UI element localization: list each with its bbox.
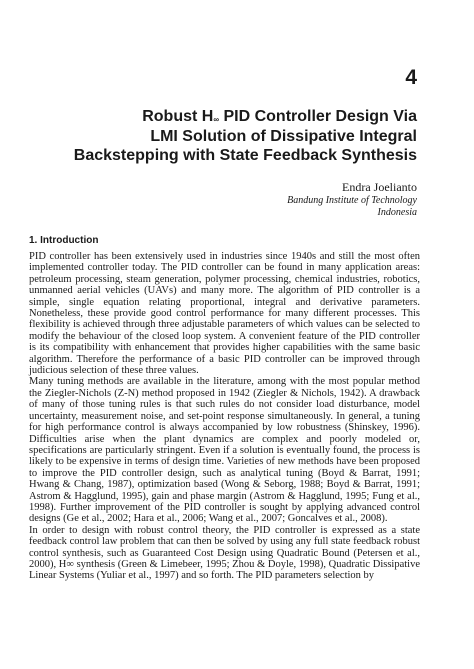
chapter-number: 4	[405, 66, 417, 89]
title-line-1	[37, 107, 417, 127]
section-body	[29, 251, 420, 582]
infinity-subscript: ∞	[213, 115, 220, 124]
title-line-1-suffix: PID Controller Design Via	[219, 108, 417, 125]
title-line-2: LMI Solution of Dissipative Integral	[150, 127, 417, 145]
title-line-3: Backstepping with State Feedback Synthesis	[73, 147, 417, 164]
chapter-title	[37, 107, 417, 166]
title-line-1-prefix: Robust H	[142, 108, 214, 125]
author-block	[287, 180, 417, 219]
paragraph-1: PID controller has been extensively used in industries since 1940s and still the most often implemented controller today. The PID controller can be found in many application areas: petroleum processing, steam generation, polymer processing, chemical industries, robotics, unmanned aerial vehicles (UAVs) and many more. The algorithm of PID controller is a simple, single equation relating proportional, integral and derivative parameters. Nonetheless, these provide good control performance for many different processes. This flexibility is achieved through three adjustable parameters of which values can be selected to modify the behaviour of the closed loop system. A convenient feature of the PID controller is its compatibility with enhancement that provides higher capabilities with the same basic algorithm. Therefore the performance of a basic PID controller can be improved through judicious selection of these three values.	[29, 251, 420, 377]
author-name: Endra Joelianto	[342, 180, 417, 194]
author-institution: Bandung Institute of Technology	[287, 195, 417, 206]
author-country: Indonesia	[377, 207, 417, 218]
paragraph-2: Many tuning methods are available in the literature, among with the most popular method the Ziegler-Nichols (Z-N) method proposed in 1942 (Ziegler & Nichols, 1942). A drawback of many of those tuning rules is that such rules do not consider load disturbance, model uncertainty, measurement noise, and set-point response simultaneously. In general, a tuning for high performance control is always accompanied by low robustness (Shinskey, 1996). Difficulties arise when the plant dynamics are complex and poorly modeled or, specifications are particularly stringent. Even if a solution is eventually found, the process is likely to be expensive in terms of design time. Varieties of new methods have been proposed to improve the PID controller design, such as analytical tuning (Boyd & Barrat, 1991; Hwang & Chang, 1987), optimization based (Wong & Seborg, 1988; Boyd & Barrat, 1991; Astrom & Hagglund, 1995), gain and phase margin (Astrom & Hagglund, 1995; Fung et al., 1998). Further improvement of the PID controller is sought by applying advanced control designs (Ge et al., 2002; Hara et al., 2006; Wang et al., 2007; Goncalves et al., 2008).	[29, 376, 420, 525]
paragraph-3: In order to design with robust control theory, the PID controller is expressed as a state feedback control law problem that can then be solved by using any full state feedback robust control synthesis, such as Guaranteed Cost Design using Quadratic Bound (Petersen et al., 2000), H∞ synthesis (Green & Limebeer, 1995; Zhou & Doyle, 1998), Quadratic Dissipative Linear Systems (Yuliar et al., 1997) and so forth. The PID parameters selection by	[29, 524, 420, 582]
section-heading: 1. Introduction	[29, 235, 99, 246]
